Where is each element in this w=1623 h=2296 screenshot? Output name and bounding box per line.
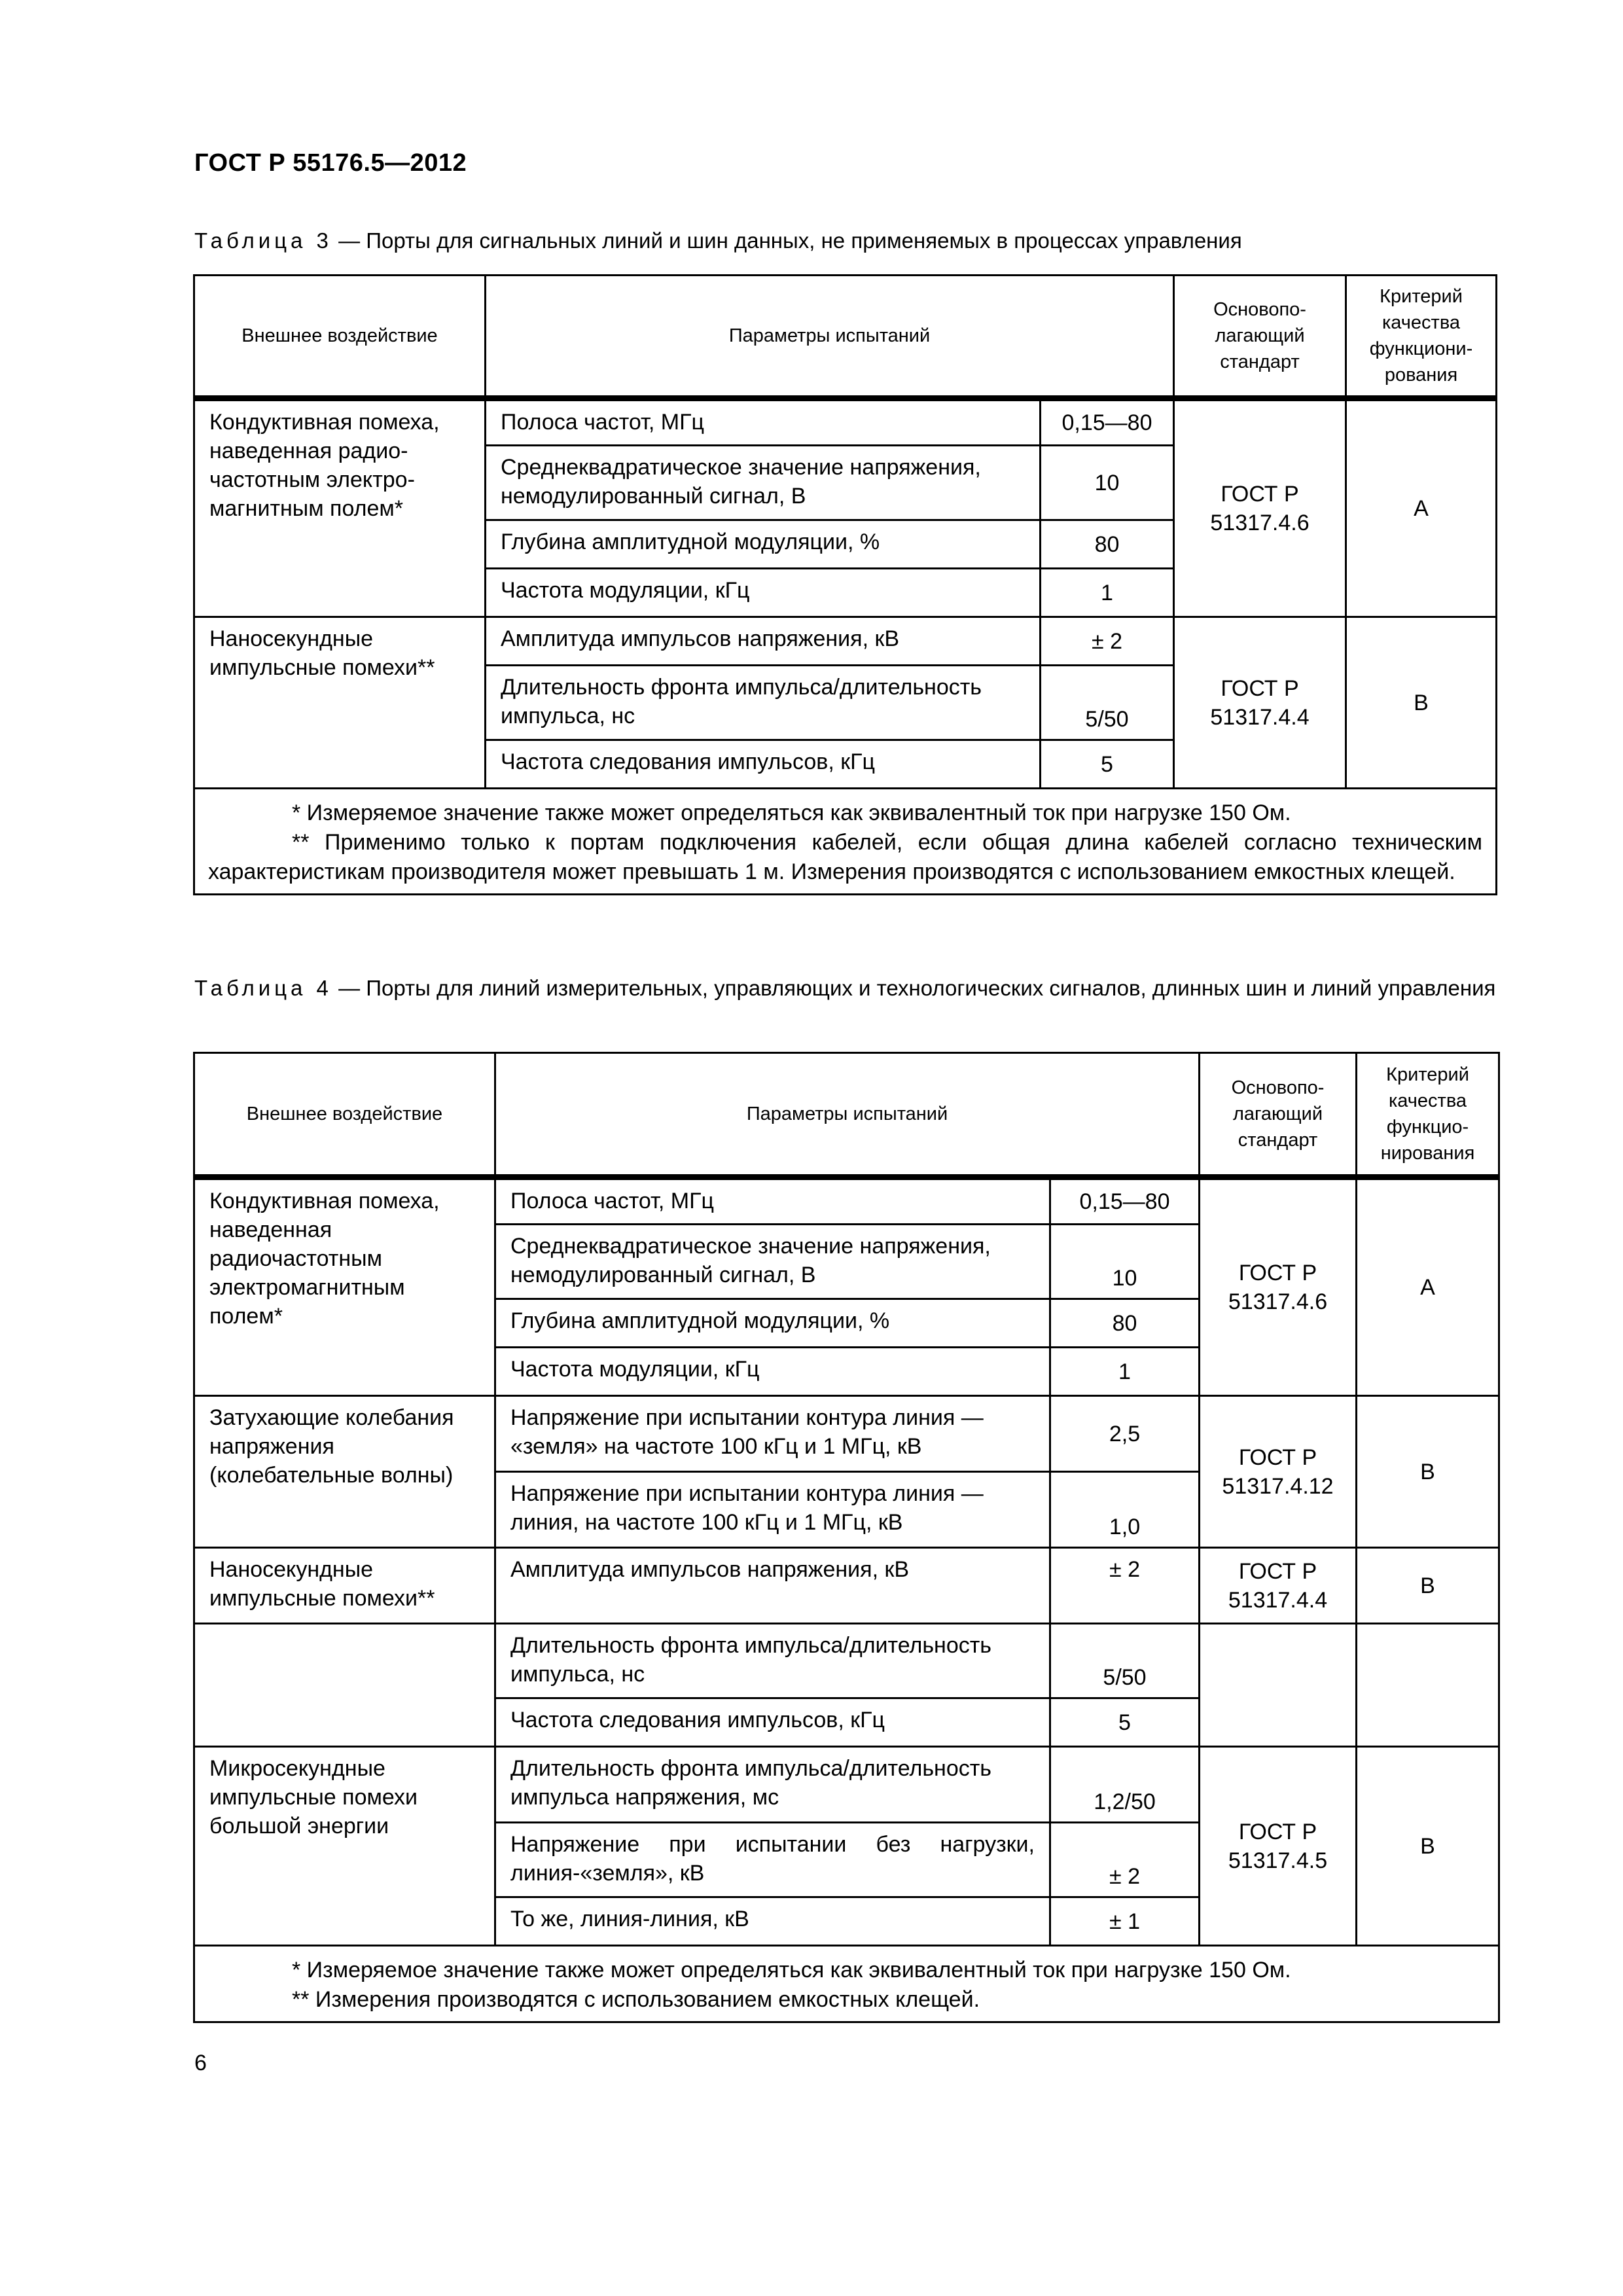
table4-notes (194, 1946, 1499, 2022)
param-cell: Амплитуда импульсов напряжения, кВ (486, 617, 1041, 666)
value-cell: 1 (1050, 1348, 1200, 1396)
table4 (193, 1052, 1500, 2023)
effect-cell: Кондуктивная помеха, наведенная радиочастотным электромагнитным полем* (194, 1177, 495, 1396)
param-cell: Длительность фронта импульса/длительность импульса напряжения, мс (495, 1747, 1050, 1823)
table3 (193, 274, 1497, 895)
effect-cell: Микросекундные импульсные помехи большой энергии (194, 1747, 495, 1946)
effect-cell: Кондуктивная помеха, наведенная радио-частотным электро-магнитным полем* (194, 399, 486, 617)
param-cell: Полоса частот, МГц (495, 1177, 1050, 1225)
table-row (194, 1396, 1499, 1472)
standard-cell: ГОСТ Р 51317.4.5 (1200, 1747, 1357, 1946)
effect-cell: Затухающие колебания напряжения (колебательные волны) (194, 1396, 495, 1548)
value-cell: 1,0 (1050, 1472, 1200, 1548)
param-cell: Напряжение при испытании без нагрузки, линия-«земля», кВ (495, 1823, 1050, 1897)
criterion-cell: В (1357, 1396, 1499, 1548)
table4-header-row (194, 1053, 1499, 1177)
table-row (194, 1624, 1499, 1698)
table3-col-standard: Основопо-лагающий стандарт (1174, 276, 1346, 399)
criterion-cell: А (1346, 399, 1497, 617)
table3-label: Таблица 3 (194, 228, 332, 253)
footnote: ** Измерения производятся с использованием емкостных клещей. (292, 1987, 980, 2012)
table4-col-standard: Основопо-лагающий стандарт (1200, 1053, 1357, 1177)
param-cell: То же, линия-линия, кВ (495, 1897, 1050, 1946)
table4-col-params: Параметры испытаний (495, 1053, 1200, 1177)
table4-col-criterion: Критерий качества функцио-нирования (1357, 1053, 1499, 1177)
footnote: * Измеряемое значение также может определяться как эквивалентный ток при нагрузке 150 Ом. (292, 800, 1291, 825)
effect-cell: Наносекундные импульсные помехи** (194, 1548, 495, 1624)
value-cell: 1 (1041, 569, 1174, 617)
value-cell: 5 (1041, 740, 1174, 789)
table4-col-effect: Внешнее воздействие (194, 1053, 495, 1177)
table3-header-row (194, 276, 1497, 399)
page-number: 6 (194, 2051, 207, 2075)
standard-cell: ГОСТ Р 51317.4.4 (1200, 1548, 1357, 1624)
param-cell: Частота модуляции, кГц (486, 569, 1041, 617)
standard-cell: ГОСТ Р 51317.4.6 (1174, 399, 1346, 617)
standard-cell: ГОСТ Р 51317.4.4 (1174, 617, 1346, 789)
value-cell: 2,5 (1050, 1396, 1200, 1472)
table3-col-effect: Внешнее воздействие (194, 276, 486, 399)
table3-col-criterion: Критерий качества функциони-рования (1346, 276, 1497, 399)
param-cell: Глубина амплитудной модуляции, % (495, 1299, 1050, 1348)
effect-cell (194, 1624, 495, 1747)
table-row (194, 1747, 1499, 1823)
param-cell: Глубина амплитудной модуляции, % (486, 520, 1041, 569)
table4-label: Таблица 4 (194, 976, 332, 1000)
table3-caption (194, 226, 1497, 256)
param-cell: Среднеквадратическое значение напряжения, немодулированный сигнал, В (486, 446, 1041, 520)
footnote: ** Применимо только к портам подключения кабелей, если общая длина кабелей согласно техническим характеристикам производителя может превышать 1 м. Измерения производятся с использованием емкостных клещей. (208, 830, 1483, 884)
value-cell: 5/50 (1050, 1624, 1200, 1698)
standard-cell: ГОСТ Р 51317.4.12 (1200, 1396, 1357, 1548)
param-cell: Полоса частот, МГц (486, 399, 1041, 446)
document-code: ГОСТ Р 55176.5—2012 (194, 149, 467, 177)
table3-title: — Порты для сигнальных линий и шин данных, не применяемых в процессах управления (332, 228, 1242, 253)
criterion-cell: А (1357, 1177, 1499, 1396)
param-cell: Амплитуда импульсов напряжения, кВ (495, 1548, 1050, 1624)
standard-cell (1200, 1624, 1357, 1747)
value-cell: 5 (1050, 1698, 1200, 1747)
value-cell: ± 2 (1050, 1548, 1200, 1624)
param-cell: Среднеквадратическое значение напряжения, немодулированный сигнал, В (495, 1225, 1050, 1299)
criterion-cell: В (1357, 1548, 1499, 1624)
value-cell: ± 2 (1050, 1823, 1200, 1897)
value-cell: 0,15—80 (1050, 1177, 1200, 1225)
value-cell: 10 (1041, 446, 1174, 520)
table-row (194, 1177, 1499, 1225)
table-row (194, 617, 1497, 666)
param-cell: Частота следования импульсов, кГц (495, 1698, 1050, 1747)
table-row (194, 399, 1497, 446)
table3-notes (194, 789, 1497, 895)
criterion-cell: В (1346, 617, 1497, 789)
value-cell: ± 2 (1041, 617, 1174, 666)
value-cell: 80 (1050, 1299, 1200, 1348)
table4-notes-row (194, 1946, 1499, 2022)
value-cell: 5/50 (1041, 666, 1174, 740)
param-cell: Частота следования импульсов, кГц (486, 740, 1041, 789)
effect-cell: Наносекундные импульсные помехи** (194, 617, 486, 789)
param-cell: Частота модуляции, кГц (495, 1348, 1050, 1396)
param-cell: Длительность фронта импульса/длительность импульса, нс (486, 666, 1041, 740)
param-cell: Длительность фронта импульса/длительность импульса, нс (495, 1624, 1050, 1698)
footnote: * Измеряемое значение также может определяться как эквивалентный ток при нагрузке 150 Ом. (292, 1958, 1291, 1982)
param-cell: Напряжение при испытании контура линия — линия, на частоте 100 кГц и 1 МГц, кВ (495, 1472, 1050, 1548)
param-cell: Напряжение при испытании контура линия — «земля» на частоте 100 кГц и 1 МГц, кВ (495, 1396, 1050, 1472)
table4-title: — Порты для линий измерительных, управляющих и технологических сигналов, длинных шин и линий управления (332, 976, 1496, 1000)
criterion-cell (1357, 1624, 1499, 1747)
value-cell: 0,15—80 (1041, 399, 1174, 446)
value-cell: 80 (1041, 520, 1174, 569)
table4-caption (194, 973, 1497, 1003)
standard-cell: ГОСТ Р 51317.4.6 (1200, 1177, 1357, 1396)
criterion-cell: В (1357, 1747, 1499, 1946)
value-cell: 1,2/50 (1050, 1747, 1200, 1823)
value-cell: 10 (1050, 1225, 1200, 1299)
value-cell: ± 1 (1050, 1897, 1200, 1946)
table-row (194, 1548, 1499, 1624)
table3-col-params: Параметры испытаний (486, 276, 1174, 399)
table3-notes-row (194, 789, 1497, 895)
